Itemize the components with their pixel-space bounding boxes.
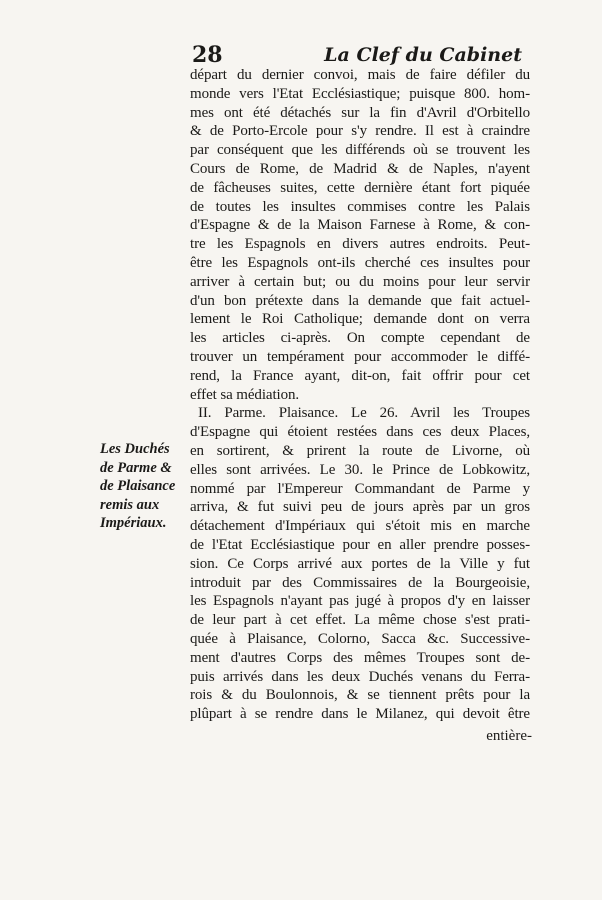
text-line: trouver un tempérament pour accommoder le diffé- xyxy=(190,348,530,365)
text-line: sion. Ce Corps arrivé aux portes de la Ville y fut xyxy=(190,555,530,572)
text-line: de l'Etat Ecclésiastique pour en aller prendre posses- xyxy=(190,536,530,553)
text-line: Cours de Rome, de Madrid & de Naples, n'ayent xyxy=(190,160,530,177)
margin-note-line: Impériaux. xyxy=(100,515,167,531)
text-line: les Espagnols n'ayant pas jugé à propos d'y en laisser xyxy=(190,593,530,610)
text-line: par conséquent que les différends où se trouvent les xyxy=(190,142,530,159)
text-line: elles sont arrivées. Le 30. le Prince de Lobkowitz, xyxy=(190,461,530,478)
page-header xyxy=(192,42,534,68)
catchword: entière- xyxy=(486,728,532,744)
page-number: 28 xyxy=(192,42,223,68)
text-line: lement le Roi Catholique; demande dont on verra xyxy=(190,311,530,328)
margin-note-line: Les Duchés xyxy=(100,441,170,457)
text-line: les articles ci-après. On compte cependant de xyxy=(190,330,530,347)
text-line: rois & du Boulonnois, & se tiennent prêts pour la xyxy=(190,687,530,704)
margin-note-line: de Parme & xyxy=(100,459,172,476)
text-line: d'un bon prétexte dans la demande que fait actuel- xyxy=(190,292,530,309)
text-line: rend, la France ayant, dit-on, fait offrir pour cet xyxy=(190,367,530,384)
text-line: effet sa médiation. xyxy=(190,386,300,403)
text-line: être les Espagnols ont-ils cherché ces insultes pour xyxy=(190,254,530,271)
text-line: plûpart à se rendre dans le Milanez, qui devoit être xyxy=(190,706,530,723)
text-line: ment d'autres Corps des mêmes Troupes sont de- xyxy=(190,649,530,666)
text-line: de toutes les insultes commises contre les Palais xyxy=(190,198,530,215)
text-line: d'Espagne qui étoient restées dans ces deux Places, xyxy=(190,424,530,441)
body-text xyxy=(190,66,530,724)
text-line: en sortirent, & prirent la route de Livorne, où xyxy=(190,442,530,459)
text-line: arriver à certain but; ou du moins pour leur servir xyxy=(190,273,530,290)
text-line: arriva, & fut suivi peu de jours après par un gros xyxy=(190,499,530,516)
margin-note-line: remis aux xyxy=(100,496,160,513)
text-line: de leur part à cet effet. La même chose s'est prati- xyxy=(190,612,530,629)
text-line: puis arrivés dans les deux Duchés venans du Ferra- xyxy=(190,668,530,685)
margin-note-line: de Plaisance xyxy=(100,478,176,494)
margin-note xyxy=(100,440,192,533)
text-line: de fâcheuses suites, cette dernière étant fort piquée xyxy=(190,179,530,196)
text-line: départ du dernier convoi, mais de faire défiler du xyxy=(190,67,530,83)
text-line: quée à Plaisance, Colorno, Sacca &c. Successive- xyxy=(190,630,530,647)
text-line: d'Espagne & de la Maison Farnese à Rome, & con- xyxy=(190,217,530,234)
text-line: monde vers l'Etat Ecclésiastique; puisque 800. hom- xyxy=(190,85,530,102)
text-line: mes ont été détachés sur la fin d'Avril d'Orbitello xyxy=(190,104,530,121)
text-line: nommé par l'Empereur Commandant de Parme y xyxy=(190,480,530,497)
text-line: tre les Espagnols en divers autres endroits. Peut- xyxy=(190,236,530,253)
text-line: introduit par des Commissaires de la Bourgeoisie, xyxy=(190,574,530,591)
text-line: & de Porto-Ercole pour s'y rendre. Il est à craindre xyxy=(190,123,530,140)
text-line: détachement d'Impériaux qui s'étoit mis en marche xyxy=(190,518,530,535)
section-heading-line: II. Parme. Plaisance. Le 26. Avril les Troupes xyxy=(198,405,530,422)
running-title: La Clef du Cabinet xyxy=(324,44,522,66)
